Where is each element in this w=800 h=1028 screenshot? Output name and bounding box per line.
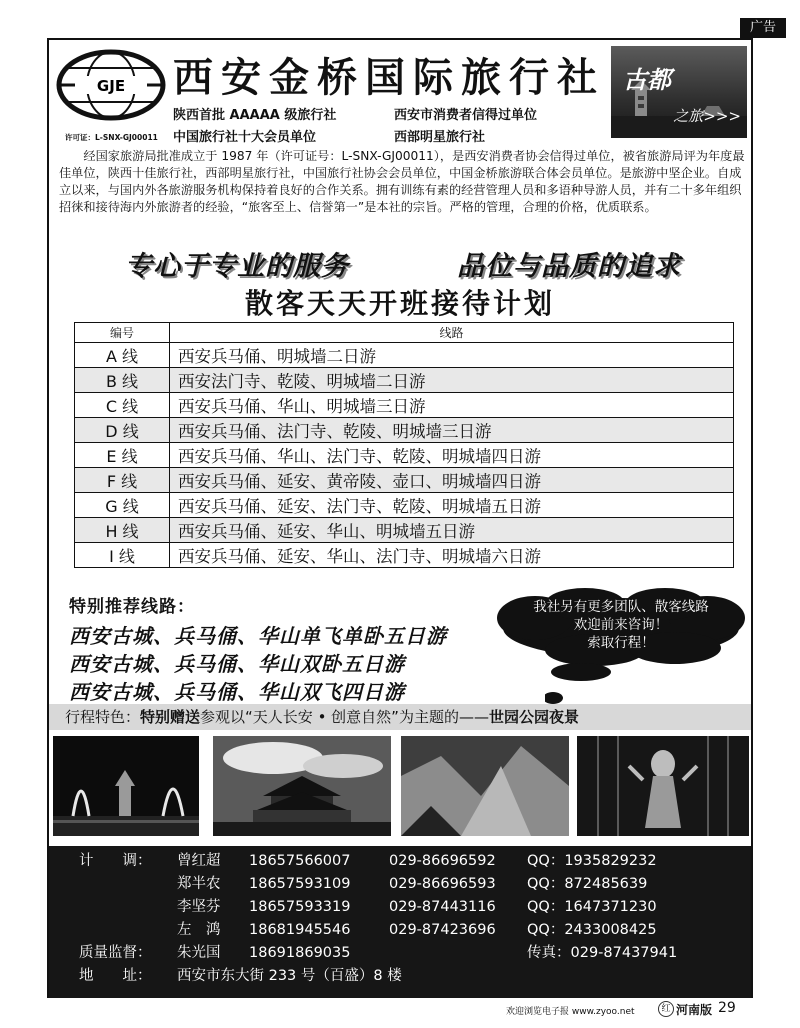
recommended-routes-title: 特别推荐线路： — [69, 597, 195, 617]
table-row: C 线 西安兵马俑、华山、明城墙三日游 — [75, 393, 734, 418]
table-row: A 线 西安兵马俑、明城墙二日游 — [75, 343, 734, 368]
ancient-capital-promo-image — [611, 46, 747, 138]
fax-number: 传真：029-87437941 — [527, 945, 678, 961]
contact-row: 郑半农 18657593109 029-86696593 QQ：872485639 — [177, 876, 648, 892]
more-routes-callout: 我社另有更多团队、散客线路 欢迎前来咨询！ 索取行程！ — [533, 599, 709, 651]
edition-badge-icon: 红 — [658, 1001, 674, 1017]
honor-3: 中国旅行社十大会员单位 — [173, 130, 317, 145]
table-row: E 线 西安兵马俑、华山、法门寺、乾陵、明城墙四日游 — [75, 443, 734, 468]
column-header-code: 编号 — [75, 323, 170, 343]
fountain-night-photo — [53, 736, 199, 836]
slogan-quality: 品位与品质的追求 — [457, 251, 681, 282]
table-row: I 线 西安兵马俑、延安、华山、法门寺、明城墙六日游 — [75, 543, 734, 568]
table-header-row — [75, 323, 734, 343]
honor-2: 西安市消费者信得过单位 — [394, 108, 538, 123]
dispatch-label: 计 调： — [79, 853, 152, 869]
company-logo — [55, 48, 167, 122]
bell-tower-photo — [213, 736, 391, 836]
daily-plan-title: 散客天天开班接待计划 — [244, 287, 555, 320]
svg-text:GJE: GJE — [96, 77, 126, 95]
slogan-professional-service: 专心于专业的服务 — [125, 251, 349, 282]
promo-subtitle: 之旅>>> — [673, 107, 741, 125]
company-name: 西安金桥国际旅行社 — [173, 54, 605, 101]
quality-supervision-row: 质量监督： 朱光国 18691869035 传真：029-87437941 — [49, 942, 751, 964]
address-text: 西安市东大街 233 号（百盛）8 楼 — [177, 968, 402, 984]
huashan-mountain-photo — [401, 736, 569, 836]
contact-row: 计 调： 曾红超 18657566007 029-86696592 QQ：1935829232 — [49, 850, 751, 872]
address-row: 地 址： 西安市东大街 233 号（百盛）8 楼 — [49, 965, 751, 987]
promo-title: 古都 — [623, 65, 671, 94]
performance-photo — [577, 736, 749, 836]
honor-1: 陕西首批 AAAAA 级旅行社 — [173, 108, 337, 123]
photo-strip — [49, 732, 751, 844]
contact-row: 李坚芬 18657593319 029-87443116 QQ：1647371230 — [177, 899, 657, 915]
recommended-route-3: 西安古城、兵马俑、华山双飞四日游 — [69, 680, 405, 704]
contact-row: 左 鸿 18681945546 029-87423696 QQ：2433008425 — [177, 922, 657, 938]
column-header-route: 线路 — [170, 323, 734, 343]
itinerary-feature-bar: 行程特色：特别赠送参观以“天人长安 • 创意自然”为主题的——世园公园夜景 — [49, 704, 751, 730]
table-row: G 线 西安兵马俑、延安、法门寺、乾陵、明城墙五日游 — [75, 493, 734, 518]
table-row: H 线 西安兵马俑、延安、华山、明城墙五日游 — [75, 518, 734, 543]
website-link[interactable]: 欢迎浏览电子报 www.zyoo.net — [506, 1007, 635, 1017]
page-number: 29 — [718, 1000, 736, 1016]
edition-label: 河南版 — [676, 1003, 713, 1017]
company-introduction: 经国家旅游局批准成立于 1987 年（许可证号：L-SNX-GJ00011），是西安消费者协会信得过单位，被省旅游局评为年度最佳单位，陕西十佳旅行社，西部明星旅行社，中国旅行社协会会员单位，中国金桥旅游联合体会员单位。是旅游中坚企业。自成立以来，与国内外各旅游服务机构保持着良好的合作关系。拥有训练有素的经营管理人员和多语种导游人员，并有二十多年组织招徕和接待海内外旅游者的经验，“旅客至上、信誉第一”是本社的宗旨。严格的管理，合理的价格，优质联系。 — [59, 149, 745, 214]
page-footer — [0, 1000, 800, 1022]
routes-table — [74, 322, 734, 568]
table-row: D 线 西安兵马俑、法门寺、乾陵、明城墙三日游 — [75, 418, 734, 443]
recommended-route-2: 西安古城、兵马俑、华山双卧五日游 — [69, 652, 405, 676]
ad-tag: 广告 — [740, 18, 786, 38]
table-row: F 线 西安兵马俑、延安、黄帝陵、壶口、明城墙四日游 — [75, 468, 734, 493]
honor-4: 西部明星旅行社 — [394, 130, 486, 145]
license-number: 许可证：L-SNX-GJ00011 — [65, 133, 158, 142]
ad-header — [49, 40, 751, 146]
advertisement-frame — [47, 38, 753, 998]
thought-bubble-icon — [545, 662, 615, 706]
recommended-route-1: 西安古城、兵马俑、华山单飞单卧五日游 — [69, 624, 447, 648]
table-row: B 线 西安法门寺、乾陵、明城墙二日游 — [75, 368, 734, 393]
contact-panel — [49, 846, 751, 998]
